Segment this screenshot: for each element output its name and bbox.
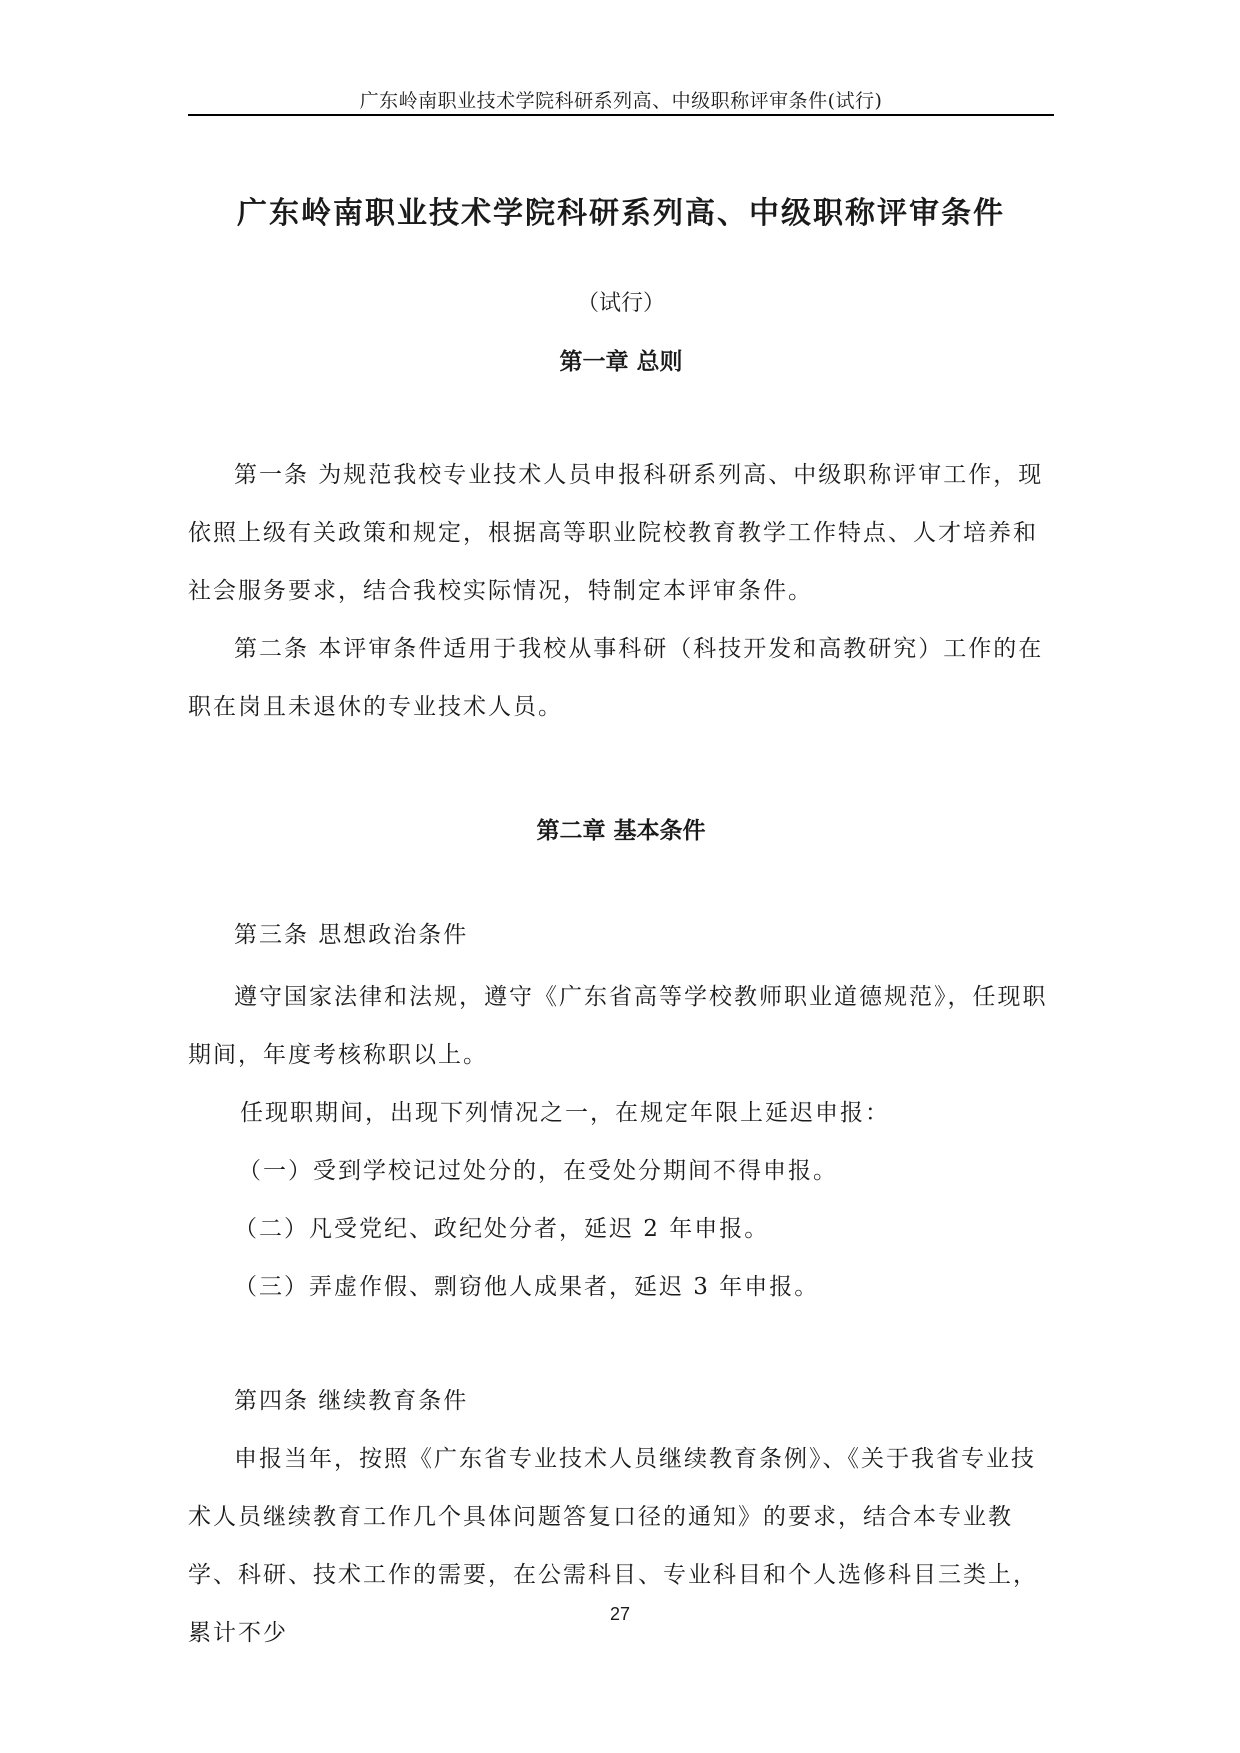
article-3-body: 遵守国家法律和法规，遵守《广东省高等学校教师职业道德规范》，任现职期间，年度考核称职以上。	[188, 984, 1048, 1068]
running-header: 广东岭南职业技术学院科研系列高、中级职称评审条件(试行)	[359, 90, 883, 112]
article-3-item-2: （二）凡受党纪、政纪处分者，延迟 2 年申报。	[234, 1216, 770, 1242]
document-title: 广东岭南职业技术学院科研系列高、中级职称评审条件	[237, 196, 1005, 231]
chapter-heading-2: 第二章 基本条件	[536, 817, 706, 844]
article-4-title: 第四条 继续教育条件	[234, 1388, 469, 1414]
document-subtitle: （试行）	[576, 291, 665, 316]
page-number: 27	[609, 1604, 631, 1624]
header-rule	[188, 114, 1054, 116]
chapter-heading-1: 第一章 总则	[559, 348, 683, 375]
article-4-body: 申报当年，按照《广东省专业技术人员继续教育条例》、《关于我省专业技术人员继续教育工作几个具体问题答复口径的通知》的要求，结合本专业教学、科研、技术工作的需要，在公需科目、专业科目和个人选修科目三类上，累计不少	[188, 1446, 1038, 1646]
article-3-intro: 任现职期间，出现下列情况之一，在规定年限上延迟申报：	[240, 1100, 890, 1126]
article-1: 第一条 为规范我校专业技术人员申报科研系列高、中级职称评审工作，现依照上级有关政策和规定，根据高等职业院校教育教学工作特点、人才培养和社会服务要求，结合我校实际情况，特制定本评审条件。	[188, 462, 1044, 604]
article-3-item-3: （三）弄虚作假、剽窃他人成果者，延迟 3 年申报。	[234, 1274, 820, 1300]
article-3-title: 第三条 思想政治条件	[234, 922, 469, 948]
article-2: 第二条 本评审条件适用于我校从事科研（科技开发和高教研究）工作的在职在岗且未退休的专业技术人员。	[188, 636, 1044, 720]
article-3-item-1: （一）受到学校记过处分的，在受处分期间不得申报。	[238, 1158, 838, 1184]
